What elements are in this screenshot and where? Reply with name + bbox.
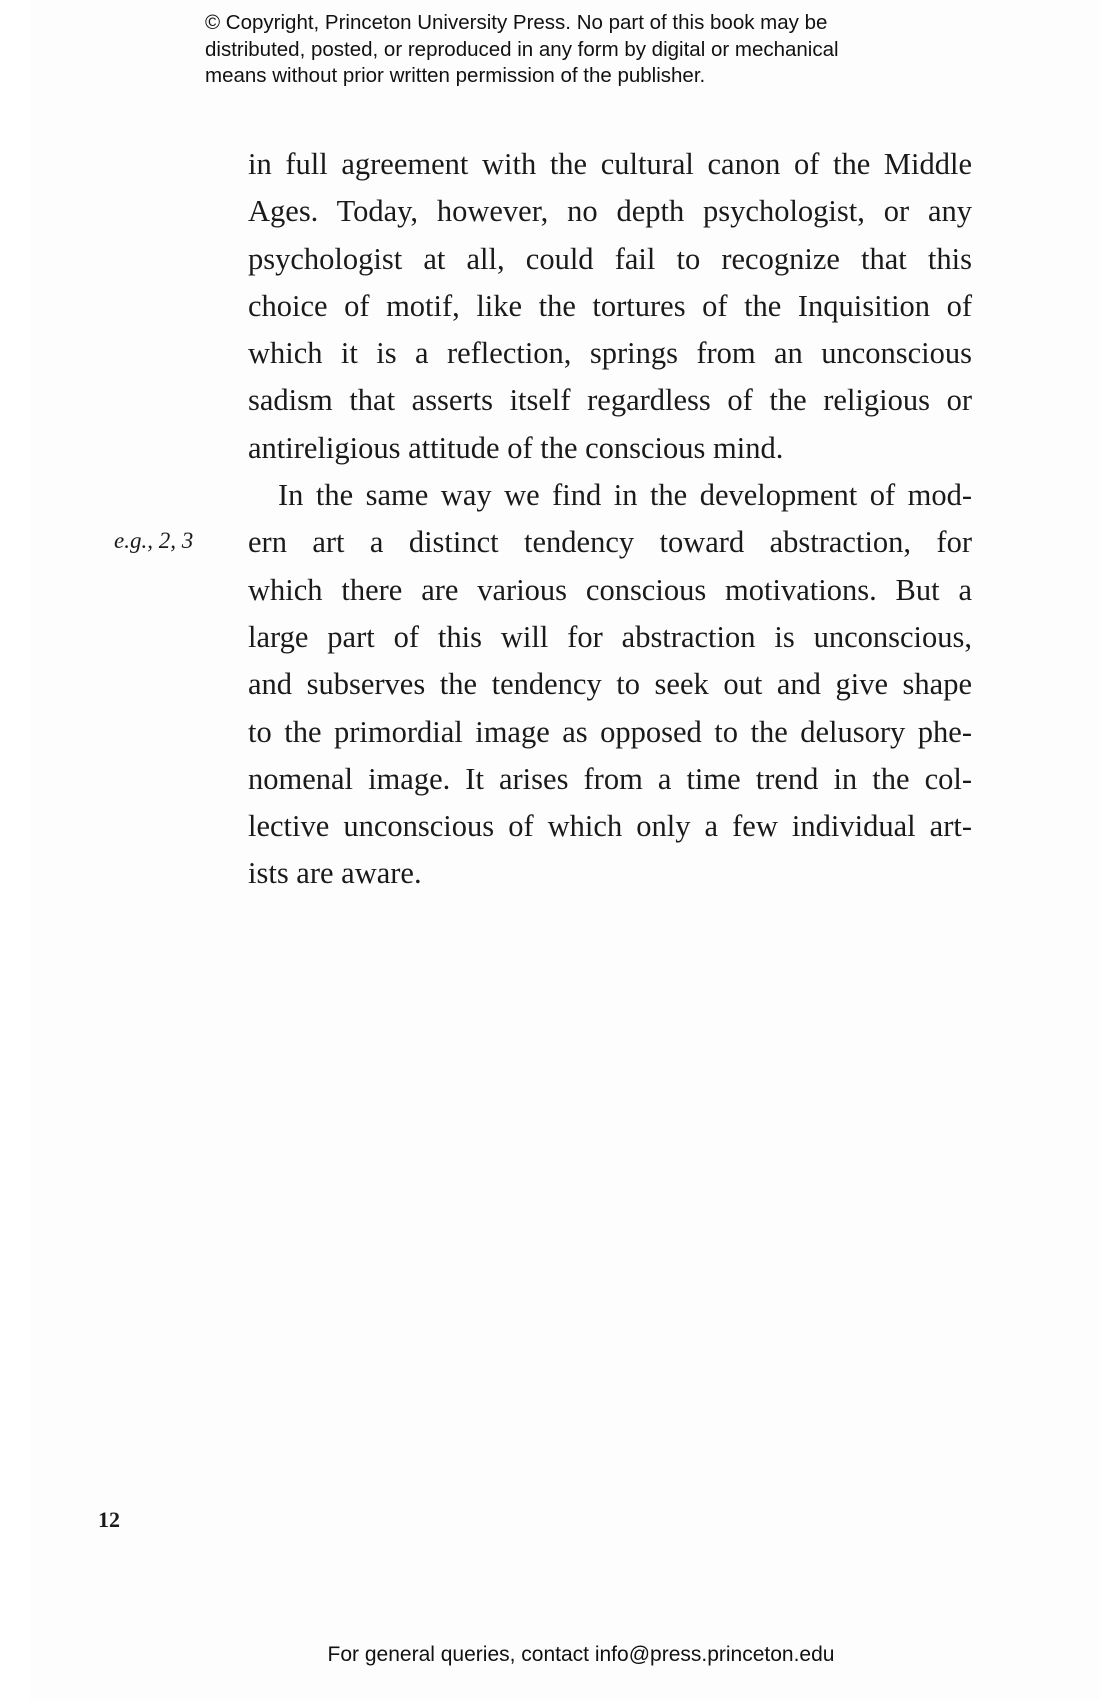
text-line: ists are aware. xyxy=(248,856,422,891)
copyright-notice xyxy=(205,10,925,90)
text-line: in full agreement with the cultural canon of the Middle xyxy=(248,147,972,181)
margin-note: e.g., 2, 3 xyxy=(114,528,194,553)
text-line: which it is a reflection, springs from an unconscious xyxy=(248,336,972,371)
copyright-line: © Copyright, Princeton University Press. No part of this book may be xyxy=(205,11,828,34)
paragraph-1 xyxy=(248,141,972,472)
text-line: and subserves the tendency to seek out and give shape xyxy=(248,667,972,702)
paragraph-2 xyxy=(248,472,972,898)
footer-contact: For general queries, contact info@press.princeton.edu xyxy=(327,1643,835,1666)
text-line: to the primordial image as opposed to the delusory phe- xyxy=(248,714,972,749)
text-line: antireligious attitude of the conscious mind. xyxy=(248,430,784,465)
text-line: choice of motif, like the tortures of the Inquisition of xyxy=(248,288,972,323)
text-line: Ages. Today, however, no depth psychologist, or any xyxy=(248,194,972,229)
text-line: sadism that asserts itself regardless of the religious or xyxy=(248,383,972,418)
text-line: lective unconscious of which only a few individual art- xyxy=(248,809,972,844)
page-number: 12 xyxy=(98,1507,120,1532)
text-line: ern art a distinct tendency toward abstraction, for xyxy=(248,525,972,560)
text-line: which there are various conscious motivations. But a xyxy=(248,572,972,607)
text-line: nomenal image. It arises from a time trend in the col- xyxy=(248,761,972,796)
text-line: In the same way we find in the development of mod- xyxy=(278,478,972,513)
body-text xyxy=(248,141,972,898)
copyright-line: distributed, posted, or reproduced in any form by digital or mechanical xyxy=(205,37,839,61)
text-line: psychologist at all, could fail to recognize that this xyxy=(248,241,972,276)
copyright-line: means without prior written permission of the publisher. xyxy=(205,64,706,87)
text-line: large part of this will for abstraction is unconscious, xyxy=(248,619,972,654)
